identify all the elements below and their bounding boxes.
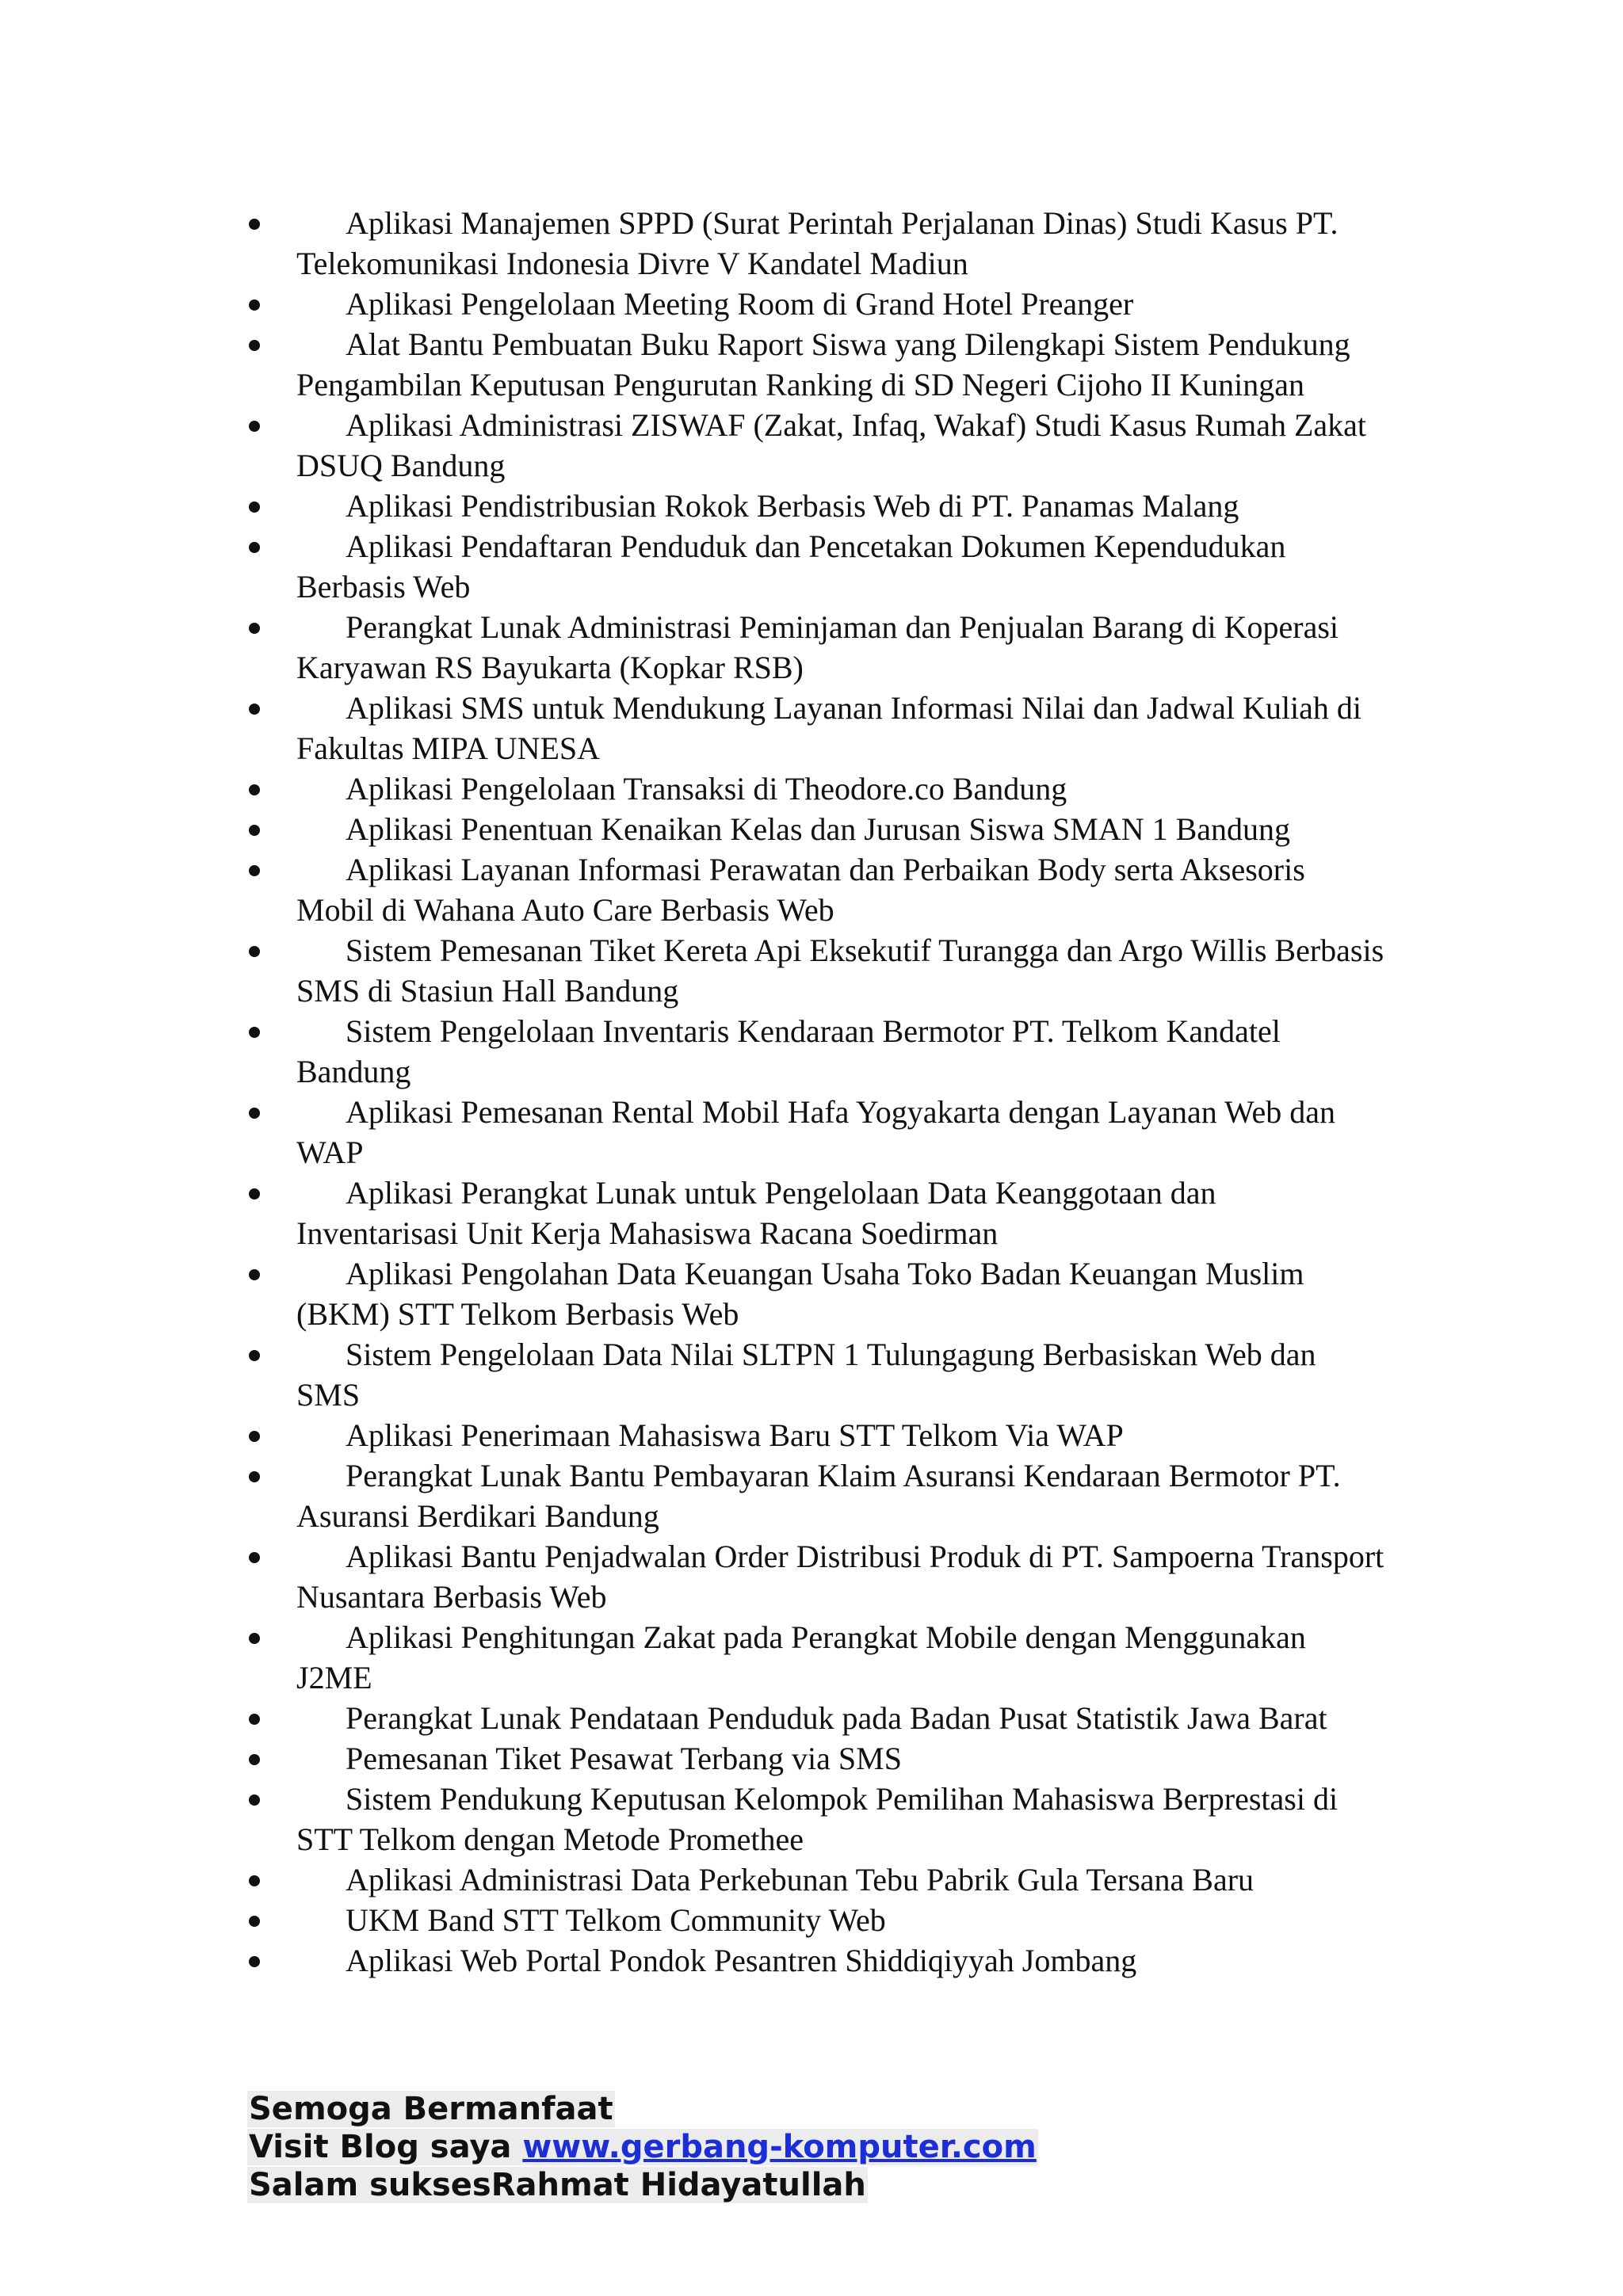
- list-item-text: Aplikasi Pengelolaan Transaksi di Theodore.co Bandung: [346, 771, 1067, 807]
- blog-prefix: Visit Blog saya: [249, 2129, 523, 2165]
- footer: [247, 2090, 1038, 2204]
- closing-line: [247, 2090, 1038, 2128]
- bullet-icon: [249, 1794, 260, 1806]
- list-item-text: Sistem Pengelolaan Inventaris Kendaraan Bermotor PT. Telkom Kandatel Bandung: [296, 1013, 1281, 1089]
- list-item-text: Aplikasi Administrasi ZISWAF (Zakat, Infaq, Wakaf) Studi Kasus Rumah Zakat DSUQ Bandung: [296, 407, 1367, 483]
- list-item-text: Perangkat Lunak Administrasi Peminjaman dan Penjualan Barang di Koperasi Karyawan RS Bayukarta (Kopkar RSB): [296, 609, 1339, 685]
- list-item-text: Aplikasi Penghitungan Zakat pada Perangkat Mobile dengan Menggunakan J2ME: [296, 1619, 1306, 1695]
- list-item-text: Aplikasi Web Portal Pondok Pesantren Shiddiqiyyah Jombang: [346, 1943, 1137, 1978]
- list-item: [0, 1738, 1623, 1779]
- list-item: [0, 405, 1623, 486]
- blog-line: [247, 2128, 1038, 2166]
- bullet-icon: [249, 340, 260, 351]
- list-item: [0, 607, 1623, 688]
- list-item-text: Sistem Pemesanan Tiket Kereta Api Eksekutif Turangga dan Argo Willis Berbasis SMS di Stasiun Hall Bandung: [296, 933, 1384, 1009]
- list-item-text: Aplikasi SMS untuk Mendukung Layanan Informasi Nilai dan Jadwal Kuliah di Fakultas MIPA UNESA: [296, 690, 1362, 766]
- list-item: [0, 324, 1623, 405]
- bullet-icon: [249, 502, 260, 513]
- bullet-icon: [249, 623, 260, 634]
- list-item: [0, 284, 1623, 324]
- list-item-text: Perangkat Lunak Bantu Pembayaran Klaim Asuransi Kendaraan Bermotor PT. Asuransi Berdikari Bandung: [296, 1458, 1341, 1534]
- list-item: [0, 1455, 1623, 1536]
- list-item-text: Aplikasi Pemesanan Rental Mobil Hafa Yogyakarta dengan Layanan Web dan WAP: [296, 1094, 1336, 1170]
- list-item: [0, 769, 1623, 809]
- blog-link[interactable]: www.gerbang-komputer.com: [522, 2129, 1037, 2165]
- list-item-text: Aplikasi Pengelolaan Meeting Room di Grand Hotel Preanger: [346, 286, 1134, 322]
- list-item: [0, 809, 1623, 849]
- blog-line-text: [247, 2129, 1038, 2165]
- bullet-icon: [249, 1875, 260, 1886]
- list-item: [0, 526, 1623, 607]
- bullet-icon: [249, 1754, 260, 1765]
- project-list: [0, 203, 1623, 1981]
- list-item-text: Aplikasi Pendistribusian Rokok Berbasis Web di PT. Panamas Malang: [346, 488, 1239, 524]
- list-item: [0, 1173, 1623, 1253]
- closing-text: Semoga Bermanfaat: [249, 2091, 613, 2127]
- greeting-text: Salam suksesRahmat Hidayatullah: [249, 2167, 866, 2203]
- bullet-icon: [249, 421, 260, 432]
- list-item: [0, 930, 1623, 1011]
- list-item: [0, 1617, 1623, 1698]
- list-item-text: Aplikasi Layanan Informasi Perawatan dan Perbaikan Body serta Aksesoris Mobil di Wahana Auto Care Berbasis Web: [296, 852, 1305, 928]
- list-item: [0, 1900, 1623, 1940]
- list-item-text: Aplikasi Perangkat Lunak untuk Pengelolaan Data Keanggotaan dan Inventarisasi Unit Kerja Mahasiswa Racana Soedirman: [296, 1175, 1216, 1251]
- list-item-text: Sistem Pengelolaan Data Nilai SLTPN 1 Tulungagung Berbasiskan Web dan SMS: [296, 1337, 1316, 1413]
- bullet-icon: [249, 542, 260, 553]
- list-item: [0, 1415, 1623, 1455]
- bullet-icon: [249, 1108, 260, 1119]
- list-item: [0, 203, 1623, 284]
- bullet-icon: [249, 299, 260, 311]
- bullet-icon: [249, 219, 260, 230]
- bullet-icon: [249, 825, 260, 836]
- list-item: [0, 1253, 1623, 1334]
- list-item-text: Aplikasi Manajemen SPPD (Surat Perintah Perjalanan Dinas) Studi Kasus PT. Telekomunikasi Indonesia Divre V Kandatel Madiun: [296, 205, 1338, 281]
- bullet-icon: [249, 1350, 260, 1361]
- bullet-icon: [249, 1027, 260, 1038]
- list-item: [0, 1011, 1623, 1092]
- list-item: [0, 1334, 1623, 1415]
- list-item: [0, 486, 1623, 526]
- bullet-icon: [249, 1714, 260, 1725]
- bullet-icon: [249, 1633, 260, 1644]
- list-item: [0, 1092, 1623, 1173]
- list-item: [0, 1779, 1623, 1859]
- list-item-text: Aplikasi Bantu Penjadwalan Order Distribusi Produk di PT. Sampoerna Transport Nusantara Berbasis Web: [296, 1539, 1384, 1615]
- list-item-text: Aplikasi Pengolahan Data Keuangan Usaha Toko Badan Keuangan Muslim (BKM) STT Telkom Berbasis Web: [296, 1256, 1304, 1332]
- bullet-icon: [249, 1916, 260, 1927]
- list-item-text: Perangkat Lunak Pendataan Penduduk pada Badan Pusat Statistik Jawa Barat: [346, 1700, 1327, 1736]
- bullet-icon: [249, 1431, 260, 1442]
- bullet-icon: [249, 1552, 260, 1563]
- bullet-icon: [249, 1471, 260, 1482]
- list-item: [0, 849, 1623, 930]
- bullet-icon: [249, 946, 260, 957]
- bullet-icon: [249, 784, 260, 795]
- list-item: [0, 688, 1623, 769]
- list-item: [0, 1698, 1623, 1738]
- list-item: [0, 1536, 1623, 1617]
- bullet-icon: [249, 1269, 260, 1280]
- bullet-icon: [249, 865, 260, 876]
- list-item-text: UKM Band STT Telkom Community Web: [346, 1902, 886, 1938]
- greeting-line: [247, 2166, 1038, 2204]
- list-item-text: Aplikasi Penerimaan Mahasiswa Baru STT Telkom Via WAP: [346, 1417, 1124, 1453]
- list-item-text: Pemesanan Tiket Pesawat Terbang via SMS: [346, 1741, 902, 1776]
- list-item-text: Aplikasi Administrasi Data Perkebunan Tebu Pabrik Gula Tersana Baru: [346, 1862, 1254, 1897]
- list-item: [0, 1859, 1623, 1900]
- list-item-text: Sistem Pendukung Keputusan Kelompok Pemilihan Mahasiswa Berprestasi di STT Telkom dengan Metode Promethee: [296, 1781, 1338, 1857]
- list-item: [0, 1940, 1623, 1981]
- list-item-text: Aplikasi Penentuan Kenaikan Kelas dan Jurusan Siswa SMAN 1 Bandung: [346, 811, 1291, 847]
- bullet-icon: [249, 704, 260, 715]
- bullet-icon: [249, 1188, 260, 1199]
- list-item-text: Alat Bantu Pembuatan Buku Raport Siswa yang Dilengkapi Sistem Pendukung Pengambilan Keputusan Pengurutan Ranking di SD Negeri Cijoho II Kuningan: [296, 326, 1350, 402]
- list-item-text: Aplikasi Pendaftaran Penduduk dan Pencetakan Dokumen Kependudukan Berbasis Web: [296, 528, 1286, 605]
- bullet-icon: [249, 1956, 260, 1967]
